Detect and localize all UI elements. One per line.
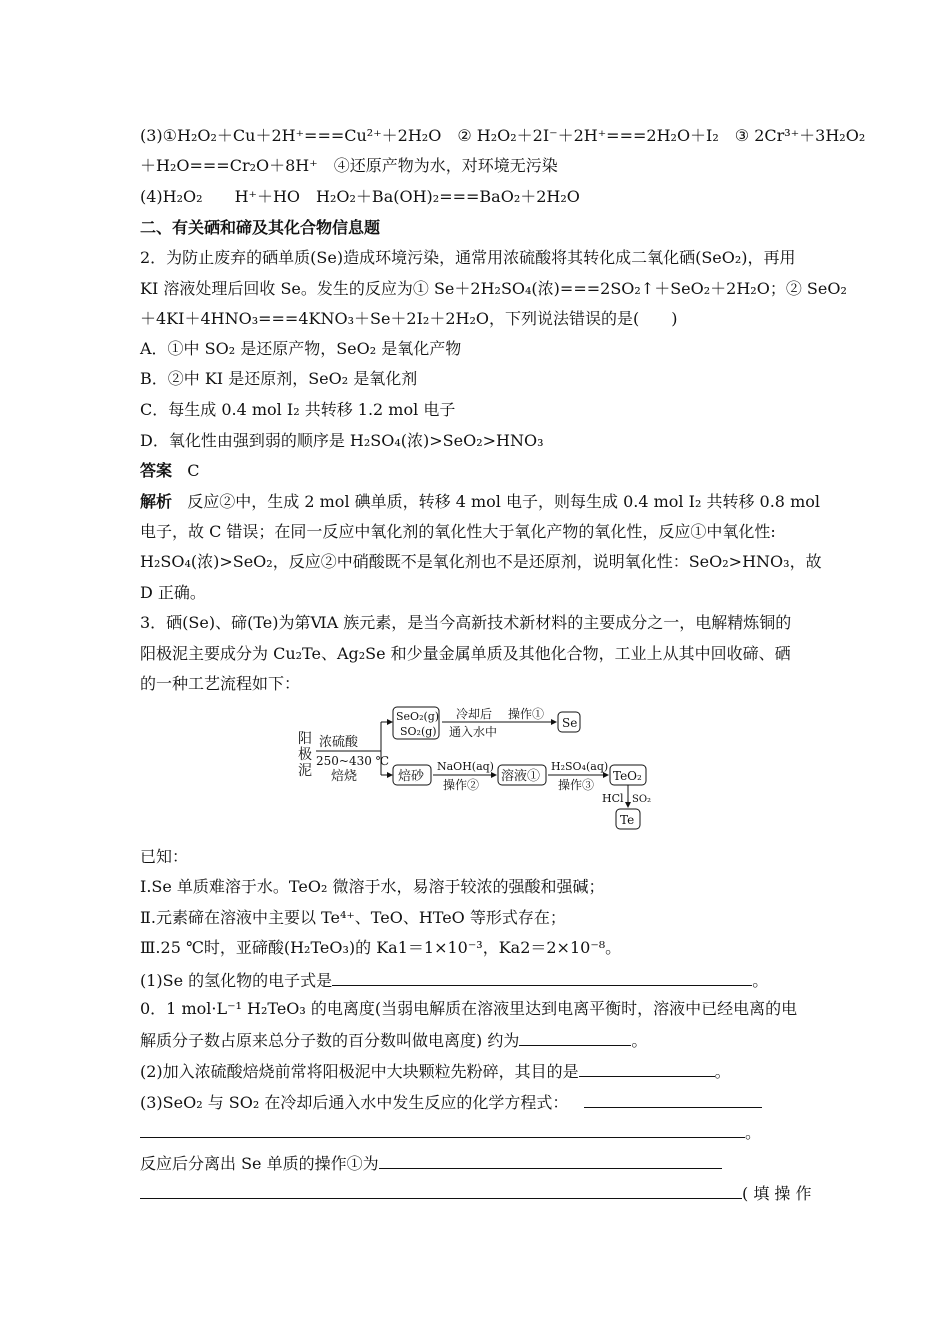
analysis-line-3: H₂SO₄(浓)>SeO₂，反应②中硝酸既不是氧化剂也不是还原剂，说明氧化性：SeO₂>HNO₃，故 bbox=[140, 552, 822, 571]
subq-1-ionization: 0．1 mol·L⁻¹ H₂TeO₃ 的电离度(当弱电解质在溶液里达到电离平衡时，溶液中已经电离的电 bbox=[140, 999, 798, 1018]
teo2-label: TeO₂ bbox=[613, 769, 642, 783]
op3-label: 操作③ bbox=[558, 778, 595, 792]
answer-label: 答案 bbox=[140, 461, 173, 480]
answer-blank-3[interactable] bbox=[579, 1060, 715, 1077]
subq-1-text: (1)Se 的氢化物的电子式是 bbox=[140, 971, 333, 990]
analysis-row bbox=[140, 492, 820, 512]
subq-3-cont bbox=[140, 1121, 761, 1143]
flow-start-2: 极 bbox=[298, 747, 312, 763]
known-item-2: Ⅱ.元素碲在溶液中主要以 Te⁴⁺、TeO、HTeO 等形式存在； bbox=[140, 908, 566, 927]
answer-blank-1[interactable] bbox=[332, 969, 752, 986]
flow-temperature: 250~430 ℃ bbox=[316, 754, 390, 768]
answer-line-4: (4)H₂O₂ H⁺＋HO H₂O₂＋Ba(OH)₂===BaO₂＋2H₂O bbox=[140, 187, 580, 206]
te-product: Te bbox=[620, 813, 635, 827]
flow-roast: 焙烧 bbox=[331, 769, 358, 784]
op1-label: 操作① bbox=[508, 707, 545, 721]
option-c: C．每生成 0.4 mol I₂ 共转移 1.2 mol 电子 bbox=[140, 400, 456, 419]
subq-3-op-end: ( 填 操 作 bbox=[742, 1184, 812, 1203]
subq-3-op-cont bbox=[140, 1182, 812, 1204]
cool-label: 冷却后 bbox=[456, 707, 493, 721]
hcl-label: HCl bbox=[602, 792, 624, 805]
question-3-stem: 3．硒(Se)、碲(Te)为第ⅥA 族元素，是当今高新技术新材料的主要成分之一，电解精炼铜的 bbox=[140, 613, 792, 632]
gas-seo2: SeO₂(g) bbox=[396, 710, 440, 723]
so2-label: SO₂ bbox=[632, 794, 652, 805]
h2so4-label: H₂SO₄(aq) bbox=[551, 760, 609, 773]
subq-3-op bbox=[140, 1152, 722, 1174]
gas-so2: SO₂(g) bbox=[400, 725, 437, 738]
analysis-label: 解析 bbox=[140, 492, 173, 511]
answer-blank-6[interactable] bbox=[379, 1152, 722, 1169]
subq-2-end: 。 bbox=[714, 1062, 731, 1081]
question-2-stem-cont: KI 溶液处理后回收 Se。发生的反应为① Se＋2H₂SO₄(浓)===2SO₂↑＋SeO₂＋2H₂O；② SeO₂ bbox=[140, 279, 847, 298]
answer-row bbox=[140, 461, 200, 481]
subq-1 bbox=[140, 969, 768, 991]
se-product: Se bbox=[562, 716, 578, 730]
known-label: 已知： bbox=[140, 847, 189, 866]
process-flow-diagram bbox=[296, 703, 656, 835]
naoh-label: NaOH(aq) bbox=[437, 760, 494, 773]
option-a: A．①中 SO₂ 是还原产物，SeO₂ 是氧化产物 bbox=[140, 339, 462, 358]
flow-start-3: 泥 bbox=[298, 763, 312, 779]
subq-1-ionization-text: 解质分子数占原来总分子数的百分数叫做电离度) 约为 bbox=[140, 1031, 520, 1050]
subq-1-end: 。 bbox=[752, 971, 769, 990]
answer-line-3: (3)①H₂O₂＋Cu＋2H⁺===Cu²⁺＋2H₂O ② H₂O₂＋2I⁻＋2H⁺===2H₂O＋I₂ ③ 2Cr³⁺＋3H₂O₂ bbox=[140, 126, 866, 145]
question-2-stem-end: ＋4KI＋4HNO₃===4KNO₃＋Se＋2I₂＋2H₂O，下列说法错误的是( ) bbox=[140, 309, 678, 328]
answer-value: C bbox=[187, 461, 200, 480]
known-item-1: Ⅰ.Se 单质难溶于水。TeO₂ 微溶于水，易溶于较浓的强酸和强碱； bbox=[140, 877, 605, 896]
flow-reagent: 浓硫酸 bbox=[319, 735, 359, 750]
subq-1-ionization-end: 。 bbox=[631, 1031, 648, 1050]
solution-label: 溶液① bbox=[501, 769, 541, 784]
answer-blank-4[interactable] bbox=[584, 1091, 762, 1108]
subq-2-text: (2)加入浓硫酸焙烧前常将阳极泥中大块颗粒先粉碎，其目的是 bbox=[140, 1062, 579, 1081]
question-2-stem: 2．为防止废弃的硒单质(Se)造成环境污染，通常用浓硫酸将其转化成二氧化硒(SeO₂)，再用 bbox=[140, 248, 796, 267]
water-label: 通入水中 bbox=[449, 725, 498, 739]
section-heading: 二、有关硒和碲及其化合物信息题 bbox=[140, 218, 381, 237]
flow-start-1: 阳 bbox=[298, 731, 312, 747]
subq-2 bbox=[140, 1060, 731, 1082]
answer-blank-7[interactable] bbox=[140, 1182, 742, 1199]
question-3-stem-end: 的一种工艺流程如下： bbox=[140, 674, 301, 693]
answer-line-3-cont: ＋H₂O===Cr₂O＋8H⁺ ④还原产物为水，对环境无污染 bbox=[140, 156, 558, 175]
question-3-stem-cont: 阳极泥主要成分为 Cu₂Te、Ag₂Se 和少量金属单质及其他化合物，工业上从其中回收碲、硒 bbox=[140, 644, 791, 663]
known-item-3: Ⅲ.25 ℃时，亚碲酸(H₂TeO₃)的 Ka1＝1×10⁻³，Ka2＝2×10⁻⁸。 bbox=[140, 938, 622, 957]
analysis-line-4: D 正确。 bbox=[140, 583, 206, 602]
analysis-text: 反应②中，生成 2 mol 碘单质，转移 4 mol 电子，则每生成 0.4 mol I₂ 共转移 0.8 mol bbox=[187, 492, 820, 511]
subq-3 bbox=[140, 1091, 762, 1113]
op2-label: 操作② bbox=[443, 778, 480, 792]
answer-blank-5[interactable] bbox=[140, 1121, 745, 1138]
answer-blank-2[interactable] bbox=[519, 1029, 631, 1046]
subq-3-op-text: 反应后分离出 Se 单质的操作①为 bbox=[140, 1154, 379, 1173]
analysis-line-2: 电子，故 C 错误；在同一反应中氧化剂的氧化性大于氧化产物的氧化性，反应①中氧化性: bbox=[140, 522, 776, 541]
option-b: B．②中 KI 是还原剂，SeO₂ 是氧化剂 bbox=[140, 369, 418, 388]
option-d: D．氧化性由强到弱的顺序是 H₂SO₄(浓)>SeO₂>HNO₃ bbox=[140, 431, 544, 450]
calcine-label: 焙砂 bbox=[398, 769, 425, 784]
subq-1-ionization-cont bbox=[140, 1029, 647, 1051]
subq-3-text: (3)SeO₂ 与 SO₂ 在冷却后通入水中发生反应的化学方程式： bbox=[140, 1093, 569, 1112]
subq-3-end: 。 bbox=[745, 1123, 762, 1142]
